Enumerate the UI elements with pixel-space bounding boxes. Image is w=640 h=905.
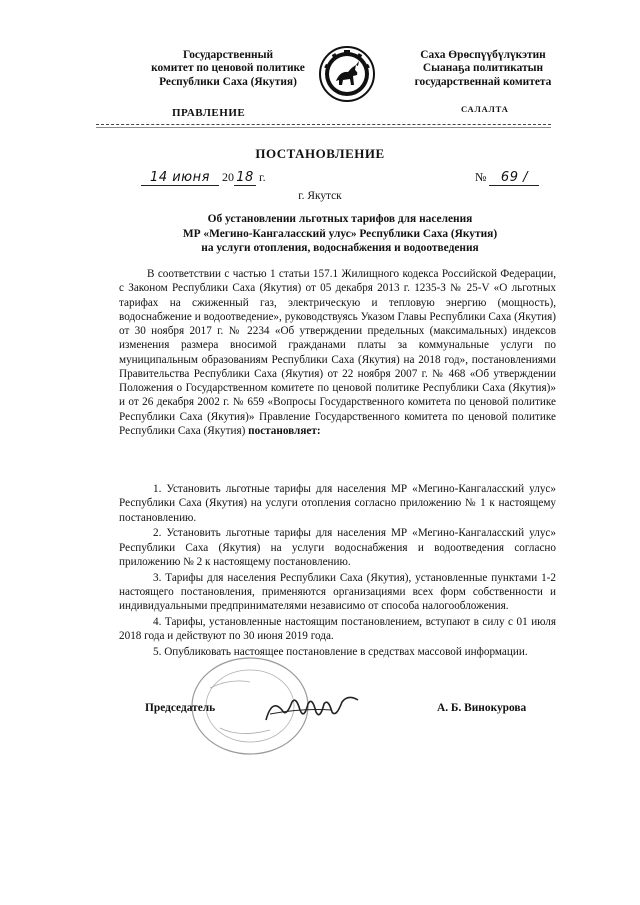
header-right — [388, 49, 578, 89]
document-date — [141, 170, 266, 186]
header-right-line: государственнай комитета — [414, 75, 552, 88]
resolution-item: 3. Тарифы для населения Республики Саха (Якутия), установленные пунктами 1-2 настоящего постановления, применяются организациями всех форм собственности и индивидуальными предпринимателями независимо от способа налогообложения. — [119, 571, 556, 612]
preamble-text: В соответствии с частью 1 статьи 157.1 Жилищного кодекса Российской Федерации, с Законом Республики Саха (Якутия) от 05 декабря 2013 г. 1235-З № 25-V «О льготных тарифах на сжиженный газ, электрическую и тепловую энергию (мощность), водоснабжение и водоотведение», руководствуясь Указом Главы Республики Саха (Якутия) от 30 ноября 2017 г. № 2234 «Об утверждении предельных (максимальных) индексов изменения размера вносимой гражданами платы за коммунальные услуги по муниципальным образованиям Республики Саха (Якутия) на 2018 год», постановлениями Правительства Республики Саха (Якутия) от 22 ноября 2007 г. № 468 «Об утверждении Положения о Государственном комитете по ценовой политике Республики Саха (Якутия)» и от 26 декабря 2002 г. № 659 «Вопросы Государственного комитета по ценовой политике Республики Саха (Якутия)» Правление Государственного комитета по ценовой политике Республики Саха (Якутия) — [119, 268, 556, 437]
title-line: на услуги отопления, водоснабжения и водоотведения — [201, 242, 479, 255]
header-left-line: Государственный — [182, 49, 274, 61]
number-prefix: № — [475, 170, 487, 184]
document-type-heading: ПОСТАНОВЛЕНИЕ — [255, 146, 385, 161]
document-title — [140, 212, 540, 256]
header-divider — [96, 124, 551, 125]
header-right-line: Саха Өрөспүүбүлүкэтин — [420, 49, 546, 61]
date-day-month: 14 июня — [141, 170, 219, 186]
date-year-suffix: г. — [259, 170, 266, 184]
date-year: 18 — [234, 170, 256, 186]
title-line: МР «Мегино-Кангаласский улус» Республики Саха (Якутия) — [182, 227, 498, 240]
handwritten-signature-icon — [262, 690, 362, 730]
date-year-prefix: 20 — [222, 170, 234, 184]
header-right-line: Сыанаҕа политикатын — [422, 62, 544, 75]
number-value: 69 / — [489, 170, 539, 186]
header-left-line: комитет по ценовой политике — [151, 62, 305, 75]
header-left — [118, 49, 338, 89]
resolution-items — [119, 482, 556, 661]
title-line: Об установлении льготных тарифов для населения — [207, 213, 473, 225]
document-number — [475, 170, 539, 186]
header-divider-thin — [96, 127, 551, 128]
header-left-line: Республики Саха (Якутия) — [159, 75, 297, 88]
resolution-item: 2. Установить льготные тарифы для населения МР «Мегино-Кангаласский улус» Республики Саха (Якутия) на услуги водоснабжения и водоотведения согласно приложению № 2 к настоящему постановлению. — [119, 527, 556, 568]
resolution-item: 1. Установить льготные тарифы для населения МР «Мегино-Кангаласский улус» Республики Саха (Якутия) на услуги отопления согласно приложению № 1 к настоящему постановлению. — [119, 483, 556, 524]
preamble-paragraph — [119, 267, 556, 438]
document-city: г. Якутск — [298, 190, 342, 202]
header-left-subtitle: ПРАВЛЕНИЕ — [172, 107, 246, 119]
preamble-resolves: постановляет: — [248, 424, 321, 437]
resolution-item: 4. Тарифы, установленные настоящим постановлением, вступают в силу с 01 июля 2018 года и действуют по 30 июня 2019 года. — [119, 615, 556, 642]
resolution-item: 5. Опубликовать настоящее постановление в средствах массовой информации. — [153, 645, 528, 658]
signatory-role: Председатель — [145, 702, 216, 714]
coat-of-arms-emblem-icon — [318, 45, 376, 103]
signatory-name: А. Б. Винокурова — [437, 702, 527, 714]
header-right-subtitle: САЛАЛТА — [461, 104, 509, 114]
